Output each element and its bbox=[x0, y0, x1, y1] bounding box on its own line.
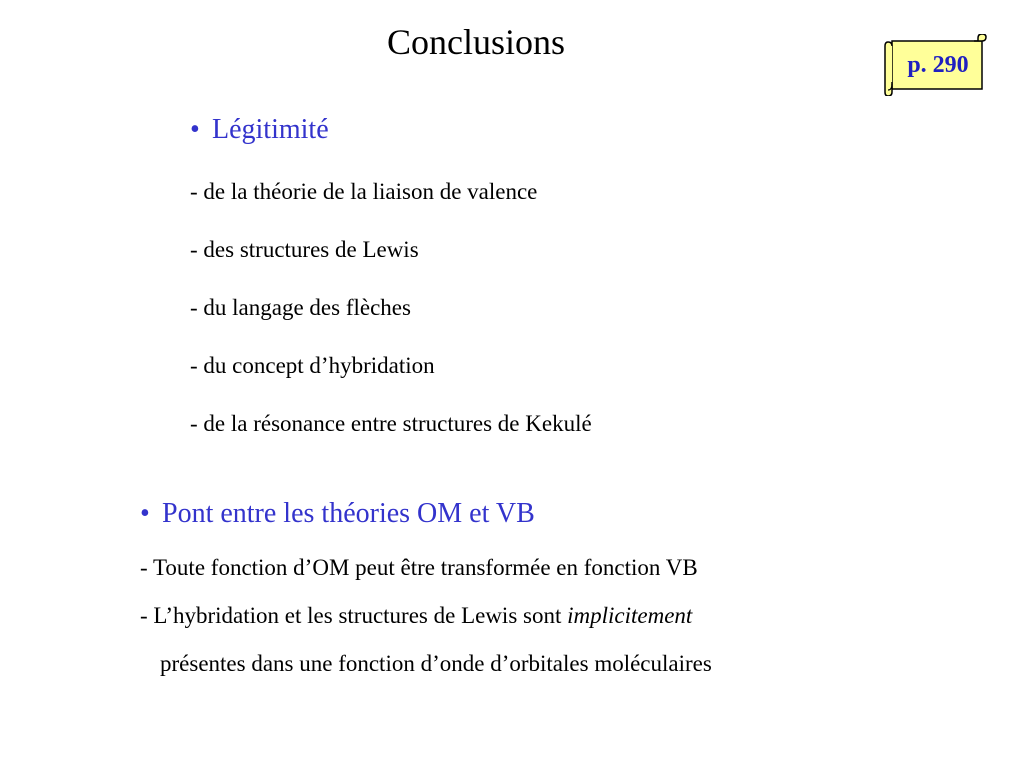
emphasis-text: implicitement bbox=[567, 603, 693, 628]
list-item: - des structures de Lewis bbox=[190, 237, 419, 262]
list-item: - du langage des flèches bbox=[190, 295, 411, 320]
page-reference-banner bbox=[884, 34, 988, 96]
list-item: - de la résonance entre structures de Kekulé bbox=[190, 411, 592, 436]
bullet-icon: • bbox=[140, 498, 150, 529]
section-heading-label: Légitimité bbox=[212, 114, 329, 145]
slide-title: Conclusions bbox=[386, 22, 565, 62]
section-heading-label: Pont entre les théories OM et VB bbox=[162, 498, 535, 529]
list-item bbox=[140, 602, 692, 630]
page-reference-label: p. 290 bbox=[907, 52, 969, 78]
bullet-icon: • bbox=[190, 114, 200, 145]
list-item-text: - L’hybridation et les structures de Lewis sont bbox=[140, 603, 568, 628]
list-item: - Toute fonction d’OM peut être transformée en fonction VB bbox=[140, 555, 698, 580]
section-legitimite-heading bbox=[190, 113, 329, 147]
list-item: - du concept d’hybridation bbox=[190, 353, 435, 378]
list-item: - de la théorie de la liaison de valence bbox=[190, 179, 538, 204]
section-pont-heading bbox=[140, 497, 535, 531]
list-item-continuation: présentes dans une fonction d’onde d’orbitales moléculaires bbox=[160, 651, 712, 676]
